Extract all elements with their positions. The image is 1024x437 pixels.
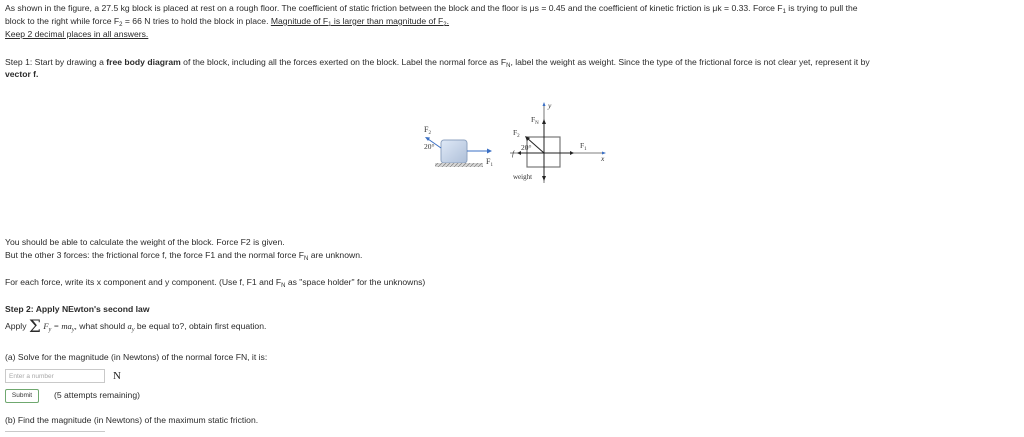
normal-force-input[interactable] [5, 369, 105, 383]
sigma-symbol: Σ [28, 317, 41, 337]
submit-button[interactable]: Submit [5, 389, 39, 403]
unit-label: N [113, 370, 121, 382]
fbd-f-label: f [512, 149, 515, 158]
problem-line-2: block to the right while force $F_2 = 66$ N tries to hold the block in place. Magnitude of $F_1$ is larger than magnitude of $F_2$. [5, 16, 450, 28]
fbd-f2-label: $F_2$ [513, 128, 520, 139]
step1-line-1: Step 1: Start by drawing a free body diagram of the block, including all the forces exerted on the block. Label the normal force as $F_N$, label the weight as weight. Since the type of the frictional force is not clear yet, represent it by [5, 57, 870, 69]
fbd-weight-label: weight [513, 173, 533, 181]
info-line-2: But the other 3 forces: the frictional force f, the force F1 and the normal force $F_N$ are unknown. [5, 250, 363, 262]
problem-line-1: As shown in the figure, a 27.5 kg block is placed at rest on a rough floor. The coefficient of static friction between the block and the floor is μs = 0.45 and the coefficient of kinetic friction is μk = 0.33. Force $F_1$ is trying to pull the [5, 3, 858, 15]
fbd-fn-label: $F_N$ [531, 115, 539, 126]
step1-line-2: vector f. [5, 69, 39, 79]
fbd-x-label: x [601, 154, 605, 163]
attempts-remaining: (5 attempts remaining) [54, 390, 140, 400]
block-figure [415, 118, 505, 174]
floor-hatch [435, 163, 483, 167]
free-body-diagram [505, 98, 615, 188]
decimal-instruction: Keep 2 decimal places in all answers. [5, 29, 149, 39]
step2-title: Step 2: Apply NEwton's second law [5, 304, 150, 314]
step2-equation-line: Apply Σ $F_y = ma_y$, what should $a_y$ be equal to?, obtain first equation. [5, 317, 267, 337]
block [441, 140, 467, 163]
info-line-1: You should be able to calculate the weight of the block. Force F2 is given. [5, 237, 285, 247]
info-line-3: For each force, write its x component and y component. (Use f, F1 and $F_N$ as "space holder" for the unknowns) [5, 277, 426, 289]
fbd-f1-label: $F_1$ [580, 141, 587, 152]
part-a-question: (a) Solve for the magnitude (in Newtons) of the normal force FN, it is: [5, 352, 268, 362]
fbd-y-label: y [548, 101, 552, 110]
fbd-angle-label: 20° [521, 143, 532, 152]
part-b-question: (b) Find the magnitude (in Newtons) of the maximum static friction. [5, 415, 259, 425]
block-f1-label: $F_1$ [486, 157, 493, 168]
part-b-input-edge[interactable] [5, 431, 105, 437]
block-f2-label: $F_2$ [424, 125, 431, 136]
block-angle-label: 20° [424, 142, 435, 151]
